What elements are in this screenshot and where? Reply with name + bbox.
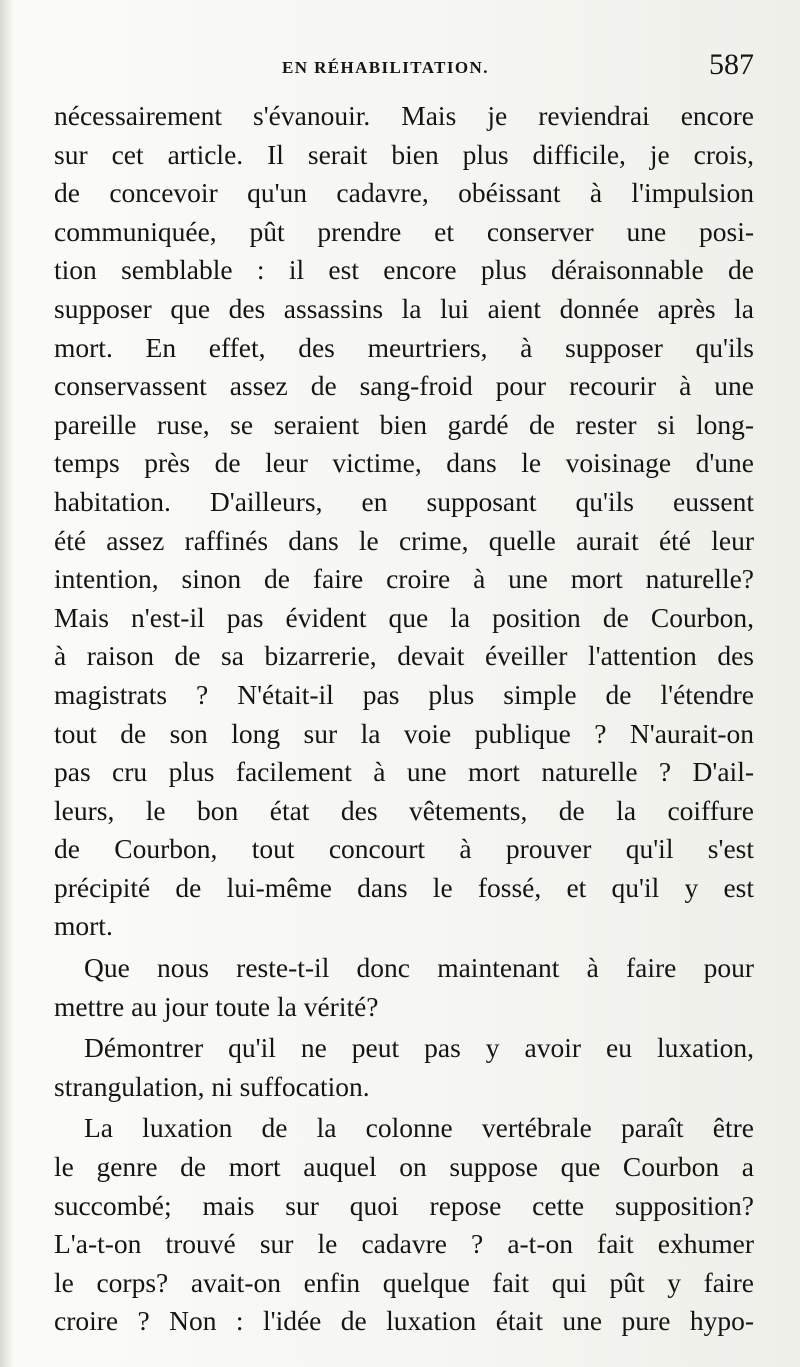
text-line: Démontrer qu'il ne peut pas y avoir eu luxation, (84, 1032, 754, 1064)
text-line: communiquée, pût prendre et conserver une posi- (54, 215, 754, 247)
text-line: tion semblable : il est encore plus déraisonnable de (54, 254, 754, 286)
text-line: Mais n'est-il pas évident que la position de Courbon, (54, 601, 754, 633)
text-line: conservassent assez de sang-froid pour recourir à une (54, 370, 754, 402)
text-line: de Courbon, tout concourt à prouver qu'il s'est (54, 833, 754, 865)
text-line: intention, sinon de faire croire à une mort naturelle? (54, 563, 754, 595)
text-line: leurs, le bon état des vêtements, de la coiffure (54, 794, 754, 826)
page-number: 587 (709, 48, 754, 81)
text-line: mettre au jour toute la vérité? (54, 990, 379, 1022)
text-line: L'a-t-on trouvé sur le cadavre ? a-t-on fait exhumer (54, 1228, 754, 1260)
text-line: le genre de mort auquel on suppose que Courbon a (54, 1151, 754, 1183)
text-line: mort. En effet, des meurtriers, à supposer qu'ils (54, 331, 754, 363)
text-line: supposer que des assassins la lui aient donnée après la (54, 292, 754, 324)
text-line: magistrats ? N'était-il pas plus simple de l'étendre (54, 678, 754, 710)
text-line: tout de son long sur la voie publique ? N'aurait-on (54, 717, 754, 749)
text-line: croire ? Non : l'idée de luxation était une pure hypo- (54, 1305, 754, 1337)
body-text (54, 97, 754, 1341)
text-line: à raison de sa bizarrerie, devait éveiller l'attention des (54, 640, 754, 672)
text-line: précipité de lui-même dans le fossé, et qu'il y est (54, 871, 754, 903)
text-line: pareille ruse, se seraient bien gardé de rester si long- (54, 408, 754, 440)
text-line: mort. (54, 910, 113, 942)
page-edge-shadow (0, 0, 14, 1367)
text-line: temps près de leur victime, dans le voisinage d'une (54, 447, 754, 479)
text-line: succombé; mais sur quoi repose cette supposition? (54, 1189, 754, 1221)
text-line: habitation. D'ailleurs, en supposant qu'ils eussent (54, 485, 754, 517)
page-header (54, 48, 754, 82)
text-line: strangulation, ni suffocation. (54, 1070, 370, 1102)
text-line: Que nous reste-t-il donc maintenant à faire pour (84, 952, 754, 984)
text-line: sur cet article. Il serait bien plus difficile, je crois, (54, 138, 754, 170)
text-line: de concevoir qu'un cadavre, obéissant à l'impulsion (54, 177, 754, 209)
text-line: le corps? avait-on enfin quelque fait qui pût y faire (54, 1266, 754, 1298)
text-line: nécessairement s'évanouir. Mais je reviendrai encore (54, 100, 754, 131)
text-line: pas cru plus facilement à une mort naturelle ? D'ail- (54, 756, 754, 788)
running-head: EN RÉHABILITATION. (282, 58, 489, 77)
text-line: été assez raffinés dans le crime, quelle aurait été leur (54, 524, 754, 556)
text-line: La luxation de la colonne vertébrale paraît être (84, 1112, 754, 1144)
